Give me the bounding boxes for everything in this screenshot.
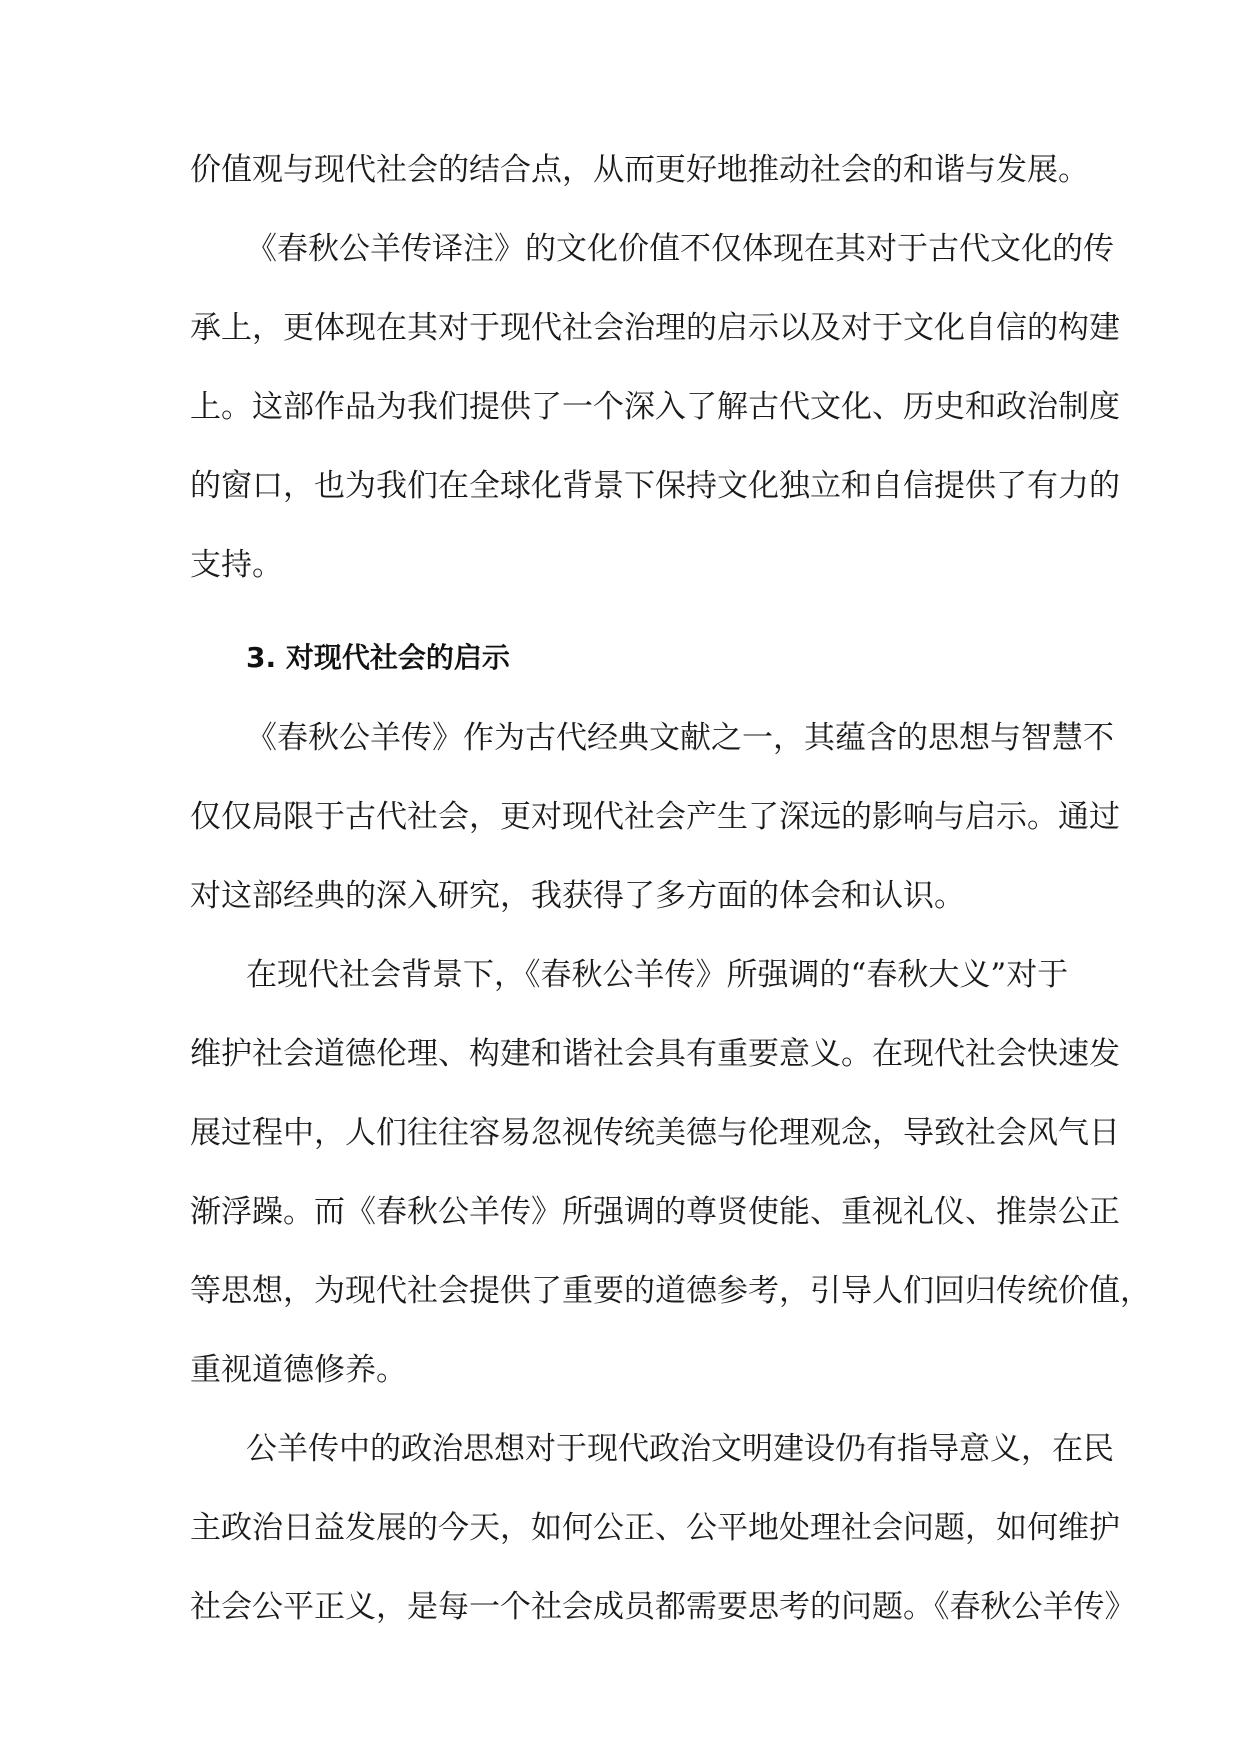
paragraph-line: 社会公平正义，是每一个社会成员都需要思考的问题。《春秋公羊传》 bbox=[190, 1589, 1136, 1625]
paragraph-line: 渐浮躁。而《春秋公羊传》所强调的尊贤使能、重视礼仪、推崇公正 bbox=[190, 1194, 1120, 1230]
paragraph-line: 《春秋公羊传译注》的文化价值不仅体现在其对于古代文化的传 bbox=[246, 231, 1114, 267]
paragraph-line: 重视道德修养。 bbox=[190, 1352, 407, 1388]
paragraph-line: 在现代社会背景下，《春秋公羊传》所强调的“春秋大义”对于 bbox=[246, 957, 1069, 993]
paragraph-line: 主政治日益发展的今天，如何公正、公平地处理社会问题，如何维护 bbox=[190, 1510, 1120, 1546]
paragraph-line: 展过程中，人们往往容易忽视传统美德与伦理观念，导致社会风气日 bbox=[190, 1115, 1120, 1151]
paragraph-line: 公羊传中的政治思想对于现代政治文明建设仍有指导意义，在民 bbox=[246, 1431, 1114, 1467]
paragraph-line: 《春秋公羊传》作为古代经典文献之一，其蕴含的思想与智慧不 bbox=[246, 720, 1114, 756]
paragraph-line: 对这部经典的深入研究，我获得了多方面的体会和认识。 bbox=[190, 878, 965, 914]
paragraph-line: 支持。 bbox=[190, 547, 283, 583]
paragraph-line: 等思想，为现代社会提供了重要的道德参考，引导人们回归传统价值， bbox=[190, 1273, 1151, 1309]
paragraph-line: 的窗口，也为我们在全球化背景下保持文化独立和自信提供了有力的 bbox=[190, 468, 1120, 504]
paragraph-line: 承上，更体现在其对于现代社会治理的启示以及对于文化自信的构建 bbox=[190, 310, 1120, 346]
paragraph-line: 维护社会道德伦理、构建和谐社会具有重要意义。在现代社会快速发 bbox=[190, 1036, 1120, 1072]
paragraph-line: 上。这部作品为我们提供了一个深入了解古代文化、历史和政治制度 bbox=[190, 389, 1120, 425]
paragraph-line: 价值观与现代社会的结合点，从而更好地推动社会的和谐与发展。 bbox=[190, 152, 1089, 188]
section-heading: 3. 对现代社会的启示 bbox=[246, 641, 510, 674]
paragraph-line: 仅仅局限于古代社会，更对现代社会产生了深远的影响与启示。通过 bbox=[190, 799, 1120, 835]
